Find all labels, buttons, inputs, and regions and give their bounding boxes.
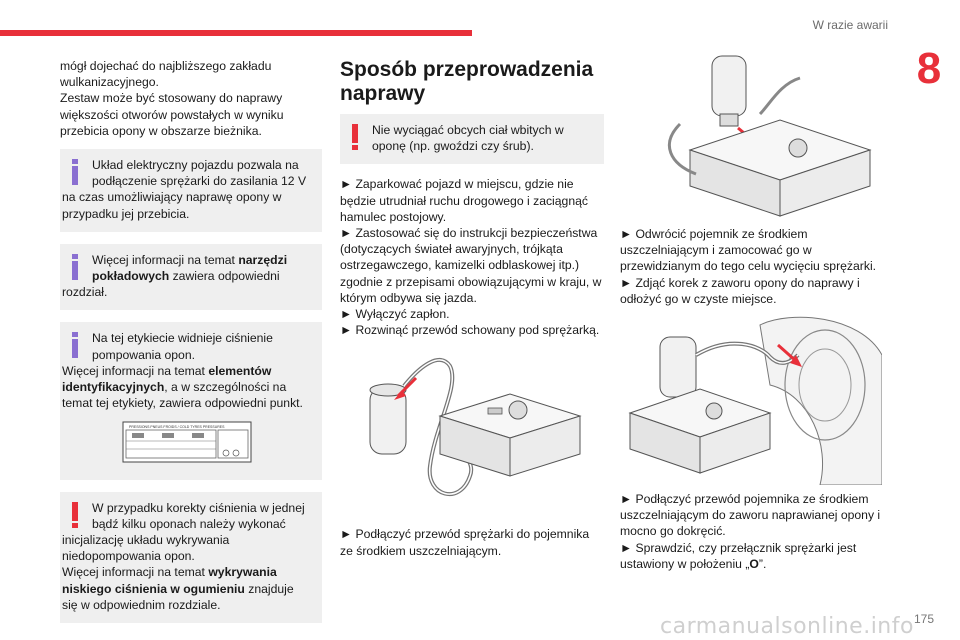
- info-line: Układ elektryczny pojazdu pozwala na: [92, 158, 299, 173]
- step-line: ► Wyłączyć zapłon.: [340, 307, 450, 322]
- step-line: ze środkiem uszczelniającym.: [340, 543, 502, 558]
- step-line: ► Rozwinąć przewód schowany pod sprężarką.: [340, 323, 600, 338]
- step-line: ► Zastosować się do instrukcji bezpieczeństwa: [340, 226, 598, 241]
- link-text: pokładowych: [92, 269, 170, 284]
- info-box-label: [60, 322, 322, 479]
- column-middle: [340, 58, 604, 559]
- warning-box-objects: [340, 114, 604, 164]
- step-line: ► Zaparkować pojazd w miejscu, gdzie nie: [340, 177, 574, 192]
- step-line: uszczelniającym do zaworu naprawianej opony i: [620, 508, 881, 523]
- info-line: na czas umożliwiający naprawę opony w: [62, 190, 282, 205]
- warning-text: niedopompowania opon.: [62, 549, 195, 564]
- step-line: ostrzegawczego, kamizelki odblaskowej itp.): [340, 258, 580, 273]
- link-text: niskiego ciśnienia w ogumieniu: [62, 581, 245, 596]
- warning-box-tpms: [60, 492, 322, 623]
- warning-text: W przypadku korekty ciśnienia w jednej: [92, 500, 305, 515]
- bottle-on-compressor-illustration: [620, 54, 882, 224]
- info-icon: [72, 332, 78, 358]
- info-box-tools: [60, 244, 322, 311]
- info-icon: [72, 159, 78, 185]
- page-number: 175: [913, 612, 934, 626]
- top-accent-bar: [0, 30, 472, 36]
- intro-line: Zestaw może być stosowany do naprawy: [60, 91, 283, 106]
- step-line: przewidzianym do tego celu wycięciu sprężarki.: [620, 259, 877, 274]
- step-connect: [340, 526, 604, 558]
- column-right: [620, 58, 882, 572]
- watermark: carmanualsonline.info: [660, 614, 914, 639]
- step-line: będzie utrudniał ruchu drogowego i zaciągnąć: [340, 193, 588, 208]
- tyre-label-caption: PRESSIONS PNEUS FROIDS / COLD TYRES PRESSURES: [129, 425, 225, 430]
- warning-text: się w odpowiednim rozdziale.: [62, 597, 221, 612]
- column-left: [60, 58, 322, 623]
- info-line: podłączenie sprężarki do zasilania 12 V: [92, 174, 307, 189]
- warning-text: Nie wyciągać obcych ciał wbitych w: [372, 123, 564, 137]
- intro-line: przebicia opony w obszarze bieżnika.: [60, 123, 262, 138]
- step-line: mocno go dokręcić.: [620, 524, 726, 539]
- info-text: Więcej informacji na temat: [92, 252, 239, 267]
- info-text: , a w szczególności na: [164, 380, 287, 395]
- step-line: ustawiony w położeniu „O”.: [620, 556, 767, 571]
- page-heading: Sposób przeprowadzenia naprawy: [340, 58, 594, 105]
- step-line: ► Podłączyć przewód pojemnika ze środkiem: [620, 492, 869, 507]
- info-text: temat tej etykiety, zawiera odpowiedni punkt.: [62, 396, 303, 411]
- link-text: identyfikacyjnych: [62, 380, 165, 395]
- steps-list: [340, 176, 604, 338]
- steps-list: [620, 491, 882, 572]
- step-line: odłożyć go w czyste miejsce.: [620, 291, 777, 306]
- intro-line: mógł dojechać do najbliższego zakładu: [60, 59, 272, 73]
- step-line: ► Sprawdzić, czy przełącznik sprężarki jest: [620, 540, 857, 555]
- warning-text: inicjalizację układu wykrywania: [62, 533, 230, 548]
- step-line: hamulec postojowy.: [340, 209, 447, 224]
- steps-list: [620, 226, 882, 307]
- step-line: którym odbywa się jazda.: [340, 290, 477, 305]
- warning-text: Więcej informacji na temat: [62, 565, 209, 580]
- warning-text: znajduje: [244, 581, 294, 596]
- warning-text: oponę (np. gwoździ czy śrub).: [372, 139, 534, 154]
- intro-line: wulkanizacyjnego.: [60, 75, 159, 90]
- warning-text: bądź kilku oponach należy wykonać: [92, 516, 286, 531]
- info-icon: [72, 254, 78, 280]
- info-box-power: [60, 149, 322, 232]
- link-text: wykrywania: [208, 565, 277, 580]
- link-text: narzędzi: [238, 252, 288, 267]
- section-title: W razie awarii: [812, 18, 888, 32]
- chapter-number: 8: [916, 44, 942, 93]
- step-line: uszczelniającym i zamocować go w: [620, 243, 812, 258]
- info-text: rozdział.: [62, 285, 108, 300]
- step-line: ► Zdjąć korek z zaworu opony do naprawy i: [620, 275, 860, 290]
- step-line: ► Podłączyć przewód sprężarki do pojemnika: [340, 527, 590, 542]
- step-line: (dotyczących świateł awaryjnych, trójkąta: [340, 242, 563, 257]
- hose-to-tyre-valve-illustration: [620, 315, 882, 485]
- step-line: zgodnie z przepisami obowiązującymi w kraju, w: [340, 274, 602, 289]
- info-line: przypadku jej przebicia.: [62, 206, 190, 221]
- info-text: Na tej etykiecie widnieje ciśnienie: [92, 331, 273, 346]
- info-text: pompowania opon.: [92, 347, 195, 362]
- warning-icon: [352, 124, 358, 150]
- step-line: ► Odwrócić pojemnik ze środkiem: [620, 227, 808, 241]
- info-text: Więcej informacji na temat: [62, 363, 209, 378]
- link-text: elementów: [208, 363, 272, 378]
- info-text: zawiera odpowiedni: [169, 269, 280, 284]
- compressor-hose-illustration: [340, 346, 590, 516]
- intro-line: większości otworów powstałych w wyniku: [60, 107, 284, 122]
- warning-icon: [72, 502, 78, 528]
